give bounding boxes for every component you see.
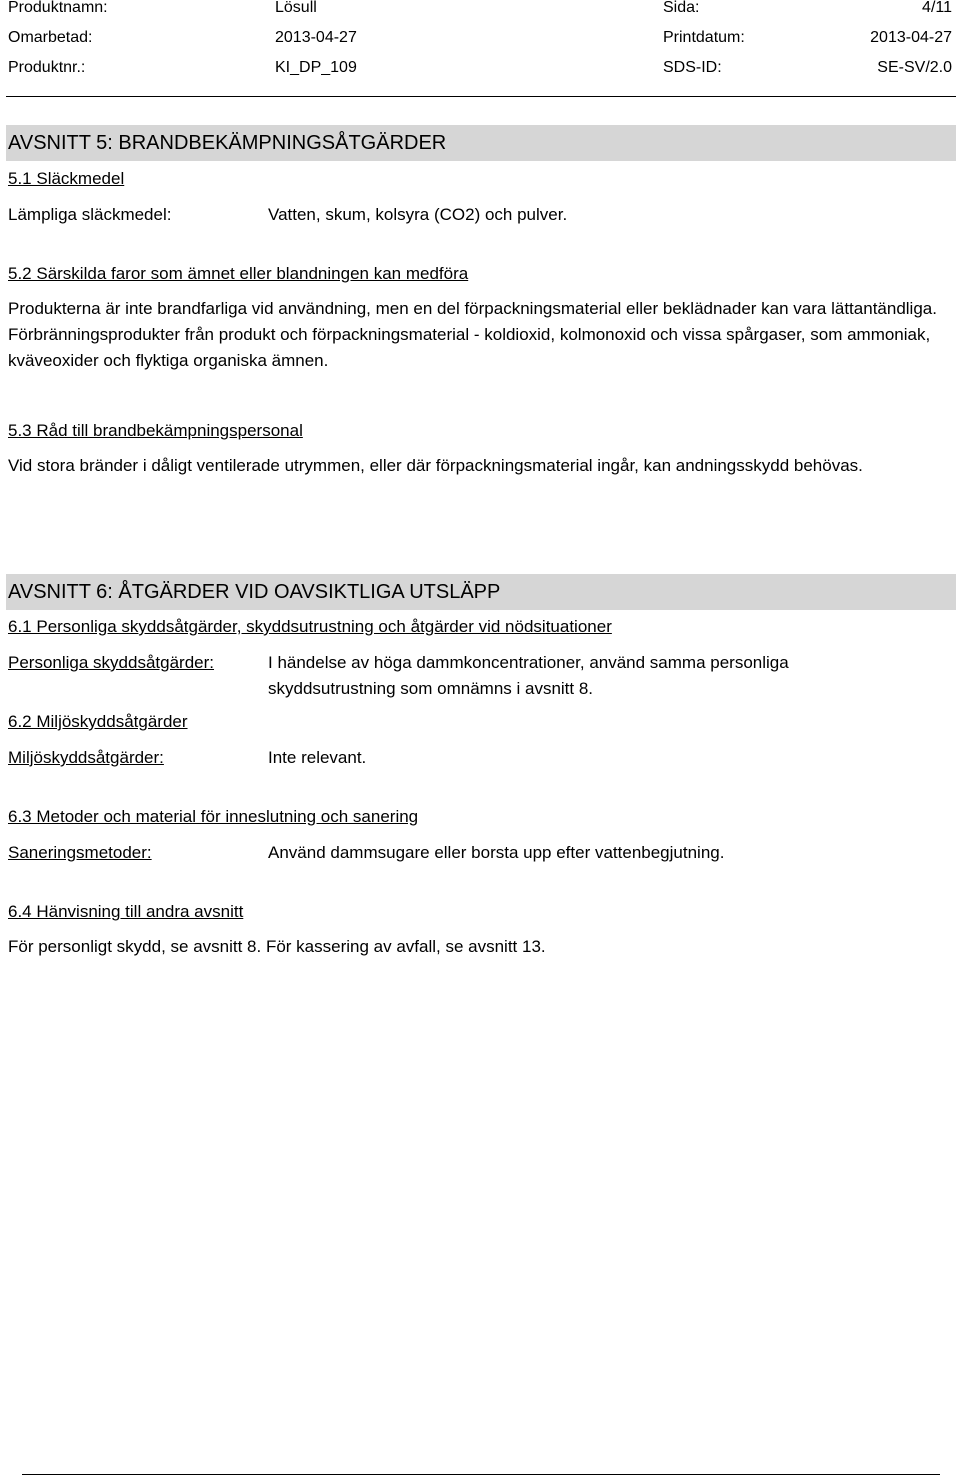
product-name-value: Lösull (275, 0, 317, 16)
personal-precautions-label: Personliga skyddsåtgärder: (8, 653, 215, 672)
print-date: 2013-04-27 (870, 29, 952, 46)
product-number-label: Produktnr.: (8, 59, 86, 76)
reference-sections-text: För personligt skydd, se avsnitt 8. För kassering av avfall, se avsnitt 13. (8, 937, 546, 956)
environmental-precautions-label: Miljöskyddsåtgärder: (8, 748, 164, 767)
firefighter-advice-text: Vid stora bränder i dåligt ventilerade utrymmen, eller där förpackningsmaterial ingår, kan andningsskydd behövas. (8, 456, 863, 475)
subsection-5-2-title: 5.2 Särskilda faror som ämnet eller blandningen kan medföra (8, 264, 469, 283)
subsection-6-2-title: 6.2 Miljöskyddsåtgärder (8, 712, 188, 731)
sds-id-label: SDS-ID: (663, 59, 722, 76)
subsection-6-4-title: 6.4 Hänvisning till andra avsnitt (8, 902, 244, 921)
header-divider (6, 96, 956, 97)
special-hazards-text: Produkterna är inte brandfarliga vid användning, men en del förpackningsmaterial eller beklädnader kan vara lättantändliga. Förbränningsprodukter från produkt och förpackningsmaterial - koldioxid, kolmonoxid och vissa spårgaser, som ammoniak, kväveoxider och flyktiga organiska ämnen. (8, 299, 937, 370)
sds-id-value: SE-SV/2.0 (877, 59, 952, 76)
extinguishing-media-value: Vatten, skum, kolsyra (CO2) och pulver. (268, 205, 568, 224)
section-6-heading: AVSNITT 6: ÅTGÄRDER VID OAVSIKTLIGA UTSLÄPP (6, 574, 956, 610)
subsection-5-1-title: 5.1 Släckmedel (8, 169, 125, 188)
product-number-value: KI_DP_109 (275, 59, 357, 76)
subsection-6-1-title: 6.1 Personliga skyddsåtgärder, skyddsutrustning och åtgärder vid nödsituationer (8, 617, 612, 636)
revised-label: Omarbetad: (8, 29, 93, 46)
section-5-heading: AVSNITT 5: BRANDBEKÄMPNINGSÅTGÄRDER (6, 125, 956, 161)
subsection-6-3-title: 6.3 Metoder och material för inneslutning och sanering (8, 807, 419, 826)
print-date-label: Printdatum: (663, 29, 745, 46)
cleanup-methods-label: Saneringsmetoder: (8, 843, 152, 862)
personal-precautions-value: I händelse av höga dammkoncentrationer, använd samma personliga skyddsutrustning som omnämns i avsnitt 8. (268, 653, 789, 698)
extinguishing-media-label: Lämpliga släckmedel: (8, 205, 172, 224)
page-label: Sida: (663, 0, 700, 16)
product-name-label: Produktnamn: (8, 0, 108, 16)
revised-date: 2013-04-27 (275, 29, 357, 46)
footer-divider (22, 1474, 940, 1475)
environmental-precautions-value: Inte relevant. (268, 748, 367, 767)
subsection-5-3-title: 5.3 Råd till brandbekämpningspersonal (8, 421, 303, 440)
page-number: 4/11 (922, 0, 952, 16)
cleanup-methods-value: Använd dammsugare eller borsta upp efter vattenbegjutning. (268, 843, 725, 862)
